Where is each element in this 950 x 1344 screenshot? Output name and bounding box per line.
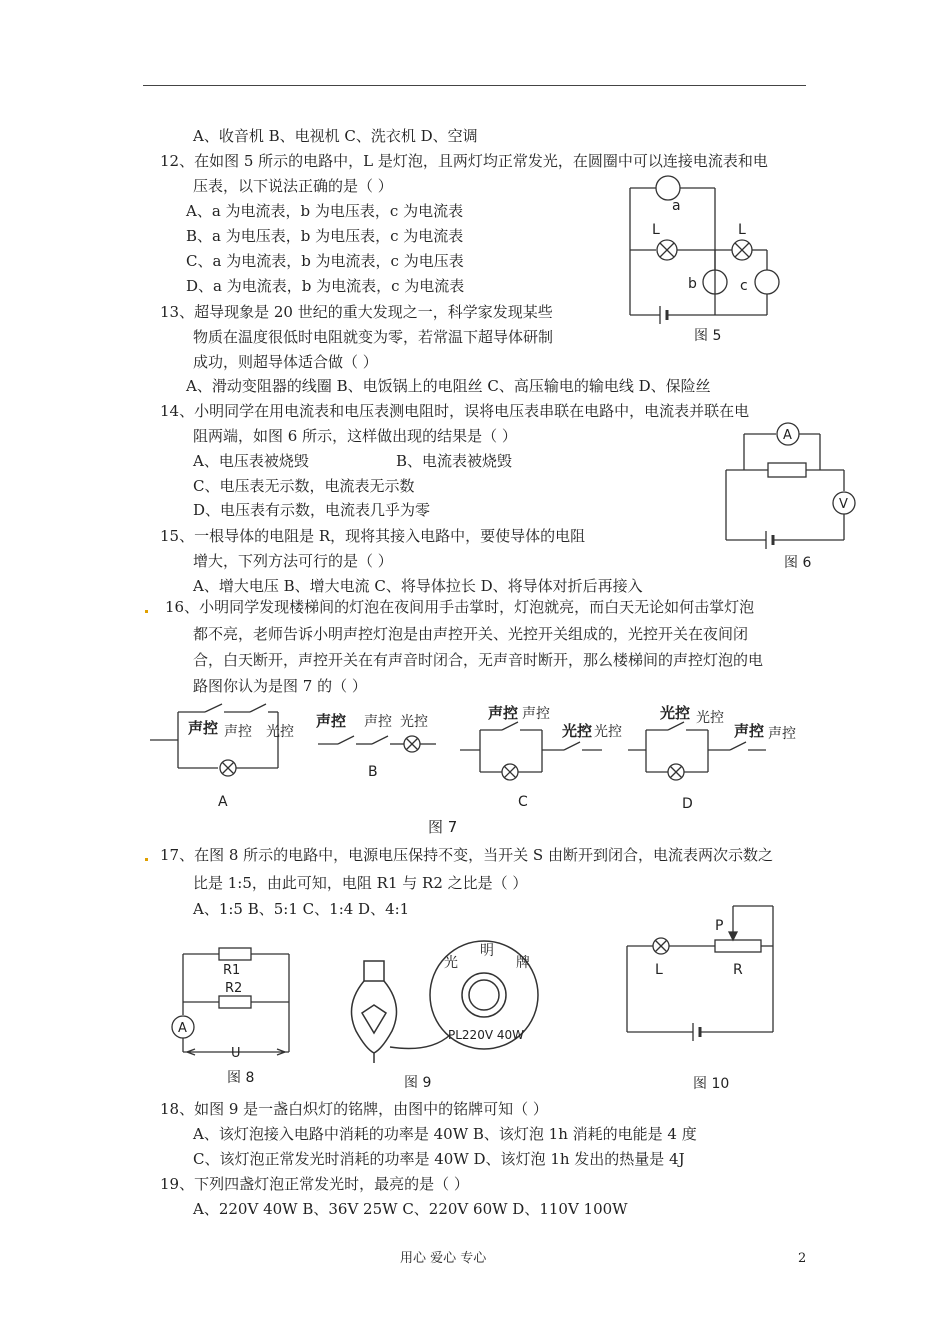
figure-7-circuits [150,700,810,840]
fig5-label-l1: L [652,222,660,238]
q12-option-d: D、a 为电流表，b 为电流表，c 为电流表 [186,277,465,295]
fig5-label-b: b [688,276,697,292]
fig7d-sound-label: 声控 [734,722,765,740]
q14-line1: 14、小明同学在用电流表和电压表测电阻时，误将电压表串联在电路中，电流表并联在电 [160,402,750,420]
fig9-caption: 图 9 [404,1075,432,1091]
header-rule [143,85,806,86]
fig10-p-label: P [715,918,724,934]
figure-5-circuit [620,170,790,350]
fig7c-sound2-label: 声控 [522,706,550,722]
fig7d-sound2-label: 声控 [768,726,796,742]
q13-line1: 13、超导现象是 20 世纪的重大发现之一，科学家发现某些 [160,303,553,321]
fig7a-light-label: 光控 [266,724,294,740]
q16-line1: 16、小明同学发现楼梯间的灯泡在夜间用手击掌时，灯泡就亮，而白天无论如何击掌灯泡 [165,598,755,616]
q19-options: A、220V 40W B、36V 25W C、220V 60W D、110V 100W [193,1200,628,1218]
q13-line3: 成功，则超导体适合做（ ） [193,353,378,371]
q12-line2: 压表，以下说法正确的是（ ） [193,177,393,195]
q15-line2: 增大，下列方法可行的是（ ） [193,552,393,570]
q17-line2: 比是 1:5，由此可知，电阻 R1 与 R2 之比是（ ） [193,874,528,892]
figure-6-circuit [716,420,866,575]
fig7b-light-label: 光控 [400,714,428,730]
q18-line3: C、该灯泡正常发光时消耗的功率是 40W D、该灯泡 1h 发出的热量是 4J [193,1150,685,1168]
fig7d-light2-label: 光控 [696,710,724,726]
q17-line1: 17、在图 8 所示的电路中，电源电压保持不变，当开关 S 由断开到闭合，电流表两次示数之 [160,846,773,864]
fig7a-sound2-label: 声控 [224,724,252,740]
q17-options: A、1:5 B、5:1 C、1:4 D、4:1 [193,900,410,918]
fig10-l-label: L [655,962,663,978]
q16-line3: 合，白天断开，声控开关在有声音时闭合，无声音时断开，那么楼梯间的声控灯泡的电 [193,651,764,669]
q12-option-a: A、a 为电流表，b 为电压表，c 为电流表 [186,202,464,220]
fig7-label-c: C [518,794,528,810]
figure-9-bulb-nameplate [340,935,540,1095]
fig10-caption: 图 10 [693,1076,730,1092]
fig6-ammeter-label: A [783,428,792,443]
fig8-r2-label: R2 [225,981,243,996]
fig9-spec: PL220V 40W [448,1028,524,1042]
fig6-voltmeter-label: V [839,497,848,512]
fig7-caption: 图 7 [428,818,458,836]
fig7b-sound-label: 声控 [316,712,347,730]
q12-option-b: B、a 为电压表，b 为电压表，c 为电流表 [186,227,464,245]
q15-options: A、增大电压 B、增大电流 C、将导体拉长 D、将导体对折后再接入 [193,577,643,595]
q12-option-c: C、a 为电流表，b 为电流表，c 为电压表 [186,252,464,270]
fig7a-sound-label: 声控 [188,719,219,737]
q14-option-c: C、电压表无示数，电流表无示数 [193,477,415,495]
fig7c-sound-label: 声控 [488,704,519,722]
fig8-caption: 图 8 [227,1070,255,1086]
q16-line2: 都不亮，老师告诉小明声控灯泡是由声控开关、光控开关组成的，光控开关在夜间闭 [193,625,749,643]
q13-line2: 物质在温度很低时电阻就变为零，若常温下超导体研制 [193,328,554,346]
q14-option-b: B、电流表被烧毁 [396,452,513,470]
fig8-r1-label: R1 [223,963,241,978]
fig5-label-l2: L [738,222,746,238]
q11-options: A、收音机 B、电视机 C、洗衣机 D、空调 [193,127,478,145]
q14-line2: 阻两端，如图 6 所示，这样做出现的结果是（ ） [193,427,517,445]
fig9-brand-3: 牌 [516,955,530,971]
figure-8-circuit [165,940,305,1090]
fig7-label-b: B [368,764,378,780]
q13-options: A、滑动变阻器的线圈 B、电饭锅上的电阻丝 C、高压输电的输电线 D、保险丝 [186,377,711,395]
q14-option-d: D、电压表有示数，电流表几乎为零 [193,501,431,519]
page-number: 2 [798,1251,807,1266]
fig5-caption: 图 5 [694,328,722,344]
fig8-ammeter-label: A [178,1021,187,1036]
fig7b-sound2-label: 声控 [364,714,392,730]
fig7-label-d: D [682,796,693,812]
fig6-caption: 图 6 [784,555,812,571]
fig7-label-a: A [218,794,228,810]
fig5-label-a: a [672,198,681,214]
q18-line1: 18、如图 9 是一盏白炽灯的铭牌，由图中的铭牌可知（ ） [160,1100,548,1118]
fig8-u-label: U [231,1046,241,1061]
q18-line2: A、该灯泡接入电路中消耗的功率是 40W B、该灯泡 1h 消耗的电能是 4 度 [193,1125,697,1143]
fig9-brand-2: 明 [480,943,494,959]
q16-line4: 路图你认为是图 7 的（ ） [193,677,367,695]
fig7c-light-label: 光控 [562,722,593,740]
fig7d-light-label: 光控 [660,704,691,722]
fig5-label-c: c [740,278,748,294]
footer-motto: 用心 爱心 专心 [400,1251,487,1266]
q19-line1: 19、下列四盏灯泡正常发光时，最亮的是（ ） [160,1175,469,1193]
q12-line1: 12、在如图 5 所示的电路中，L 是灯泡，且两灯均正常发光，在圆圈中可以连接电流表和电 [160,152,768,170]
fig7c-light2-label: 光控 [594,724,622,740]
fig10-r-label: R [733,962,743,978]
q14-option-a: A、电压表被烧毁 [193,452,309,470]
mark-dot [145,610,148,613]
q15-line1: 15、一根导体的电阻是 R，现将其接入电路中，要使导体的电阻 [160,527,586,545]
fig9-brand-1: 光 [444,955,458,971]
figure-10-circuit [615,900,785,1095]
mark-dot [145,858,148,861]
